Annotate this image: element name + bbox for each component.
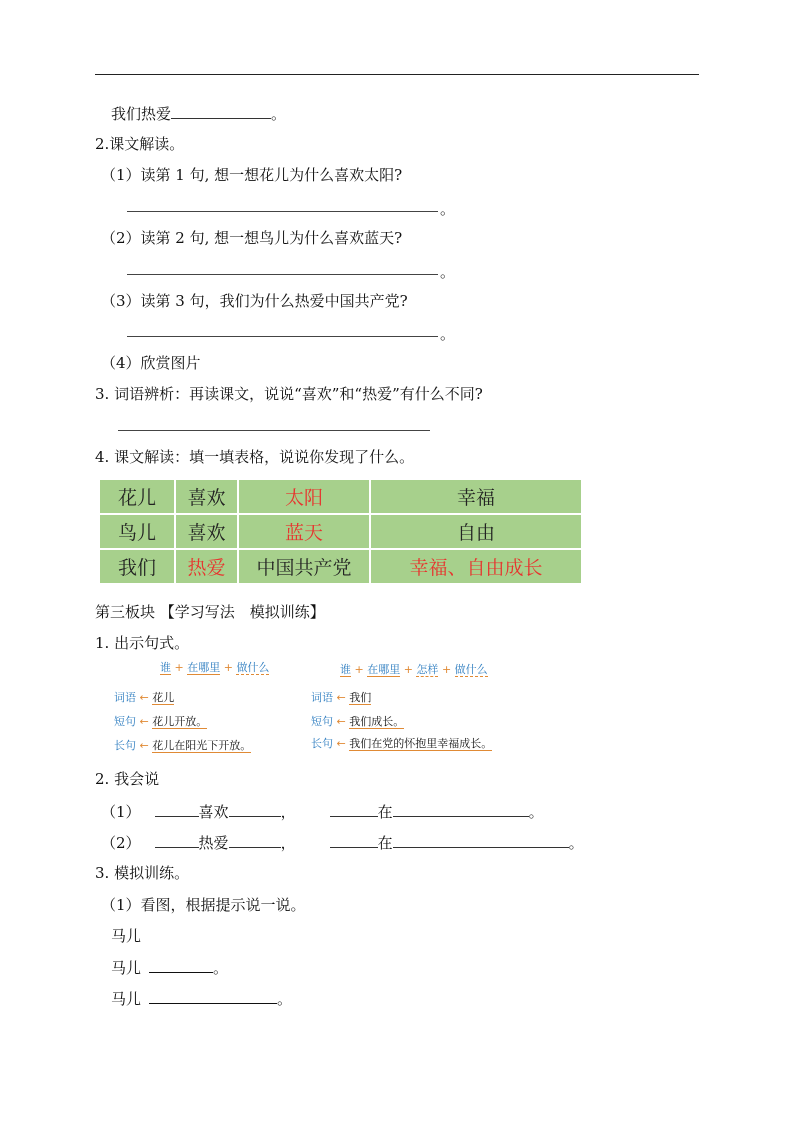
table-cell: 鸟儿 xyxy=(99,514,175,549)
who-label: 谁 xyxy=(340,663,351,676)
table-row xyxy=(99,479,582,514)
section-4-heading: 4. 课文解读：填一填表格，说说你发现了什么。 xyxy=(95,448,415,466)
left-pattern-header: 谁 + 在哪里 + 做什么 xyxy=(160,661,270,674)
blank[interactable] xyxy=(229,802,281,817)
table-cell: 太阳 xyxy=(238,479,370,514)
training-heading: 3. 模拟训练。 xyxy=(95,864,190,882)
who-label: 谁 xyxy=(160,661,171,674)
love-blank[interactable] xyxy=(171,104,271,119)
short-label: 短句 xyxy=(311,715,333,728)
table-cell: 热爱 xyxy=(175,549,238,584)
blank[interactable] xyxy=(393,833,569,848)
love-line-text: 我们热爱 xyxy=(111,105,172,123)
question-3: （3）读第 3 句，我们为什么热爱中国共产党? xyxy=(101,292,408,310)
word-text: 我们 xyxy=(349,691,372,704)
training-instruction: （1）看图，根据提示说一说。 xyxy=(101,896,306,914)
period: 。 xyxy=(568,834,584,852)
row-word: 喜欢 xyxy=(198,803,229,821)
where-label: 在哪里 xyxy=(367,663,401,676)
table-cell: 幸福 xyxy=(370,479,582,514)
table-cell: 自由 xyxy=(370,514,582,549)
blank[interactable] xyxy=(229,833,281,848)
blank[interactable] xyxy=(155,802,199,817)
short-label: 短句 xyxy=(114,715,136,728)
blank[interactable] xyxy=(149,958,213,973)
top-rule xyxy=(95,74,699,75)
table-row xyxy=(99,514,582,549)
row-number: （1） xyxy=(101,803,141,821)
speak-row-1 xyxy=(101,802,544,821)
horse-word: 马儿 xyxy=(111,990,142,1008)
period: 。 xyxy=(440,200,456,218)
question-1: （1）读第 1 句, 想一想花儿为什么喜欢太阳? xyxy=(101,166,403,184)
table-cell: 蓝天 xyxy=(238,514,370,549)
how-label: 怎样 xyxy=(416,663,439,676)
right-short-row: 短句 ← 我们成长。 xyxy=(311,715,405,728)
long-text: 花儿在阳光下开放。 xyxy=(152,739,252,752)
row-word: 在 xyxy=(377,803,393,821)
reading-table xyxy=(98,478,583,585)
left-long-row: 长句 ← 花儿在阳光下开放。 xyxy=(114,739,252,752)
short-text: 我们成长。 xyxy=(349,715,405,728)
speak-heading: 2. 我会说 xyxy=(95,770,160,788)
where-label: 在哪里 xyxy=(187,661,221,674)
answer-line-3[interactable] xyxy=(127,336,438,337)
love-line xyxy=(111,104,286,123)
comma: ， xyxy=(280,803,296,821)
answer-line-1[interactable] xyxy=(127,211,438,212)
question-2: （2）读第 2 句, 想一想鸟儿为什么喜欢蓝天? xyxy=(101,229,403,247)
row-number: （2） xyxy=(101,834,141,852)
long-text: 我们在党的怀抱里幸福成长。 xyxy=(349,737,493,750)
table-cell: 喜欢 xyxy=(175,514,238,549)
word-text: 花儿 xyxy=(152,691,175,704)
right-word-row: 词语 ← 我们 xyxy=(311,691,372,704)
horse-line-1: 马儿 xyxy=(111,927,142,945)
long-label: 长句 xyxy=(311,737,333,750)
blank[interactable] xyxy=(330,802,378,817)
word-label: 词语 xyxy=(114,691,136,704)
block-3-heading: 第三板块 【学习写法 模拟训练】 xyxy=(95,603,325,621)
left-word-row: 词语 ← 花儿 xyxy=(114,691,175,704)
table-cell: 花儿 xyxy=(99,479,175,514)
period: 。 xyxy=(213,959,229,977)
comma: ， xyxy=(280,834,296,852)
blank[interactable] xyxy=(330,833,378,848)
blank[interactable] xyxy=(155,833,199,848)
long-label: 长句 xyxy=(114,739,136,752)
short-text: 花儿开放。 xyxy=(152,715,208,728)
horse-line-2 xyxy=(111,958,228,977)
word-label: 词语 xyxy=(311,691,333,704)
table-row xyxy=(99,549,582,584)
period: 。 xyxy=(440,325,456,343)
table-cell: 幸福、自由成长 xyxy=(370,549,582,584)
row-word: 在 xyxy=(377,834,393,852)
table-cell: 中国共产党 xyxy=(238,549,370,584)
pattern-heading: 1. 出示句式。 xyxy=(95,634,190,652)
section-3-heading: 3. 词语辨析：再读课文，说说“喜欢”和“热爱”有什么不同? xyxy=(95,385,483,403)
row-word: 热爱 xyxy=(198,834,229,852)
period: 。 xyxy=(271,105,287,123)
right-pattern-header: 谁 + 在哪里 + 怎样 + 做什么 xyxy=(340,663,488,676)
horse-word: 马儿 xyxy=(111,959,142,977)
blank[interactable] xyxy=(149,989,277,1004)
left-short-row: 短句 ← 花儿开放。 xyxy=(114,715,208,728)
period: 。 xyxy=(528,803,544,821)
period: 。 xyxy=(277,990,293,1008)
blank[interactable] xyxy=(393,802,529,817)
answer-line-2[interactable] xyxy=(127,274,438,275)
do-label: 做什么 xyxy=(236,661,270,674)
horse-line-3 xyxy=(111,989,292,1008)
table-cell: 喜欢 xyxy=(175,479,238,514)
period: 。 xyxy=(440,263,456,281)
question-4: （4）欣赏图片 xyxy=(101,354,201,372)
speak-row-2 xyxy=(101,833,584,852)
do-label: 做什么 xyxy=(454,663,488,676)
answer-line-4[interactable] xyxy=(118,430,430,431)
section-2-heading: 2.课文解读。 xyxy=(95,135,185,153)
table-cell: 我们 xyxy=(99,549,175,584)
right-long-row: 长句 ← 我们在党的怀抱里幸福成长。 xyxy=(311,737,493,750)
